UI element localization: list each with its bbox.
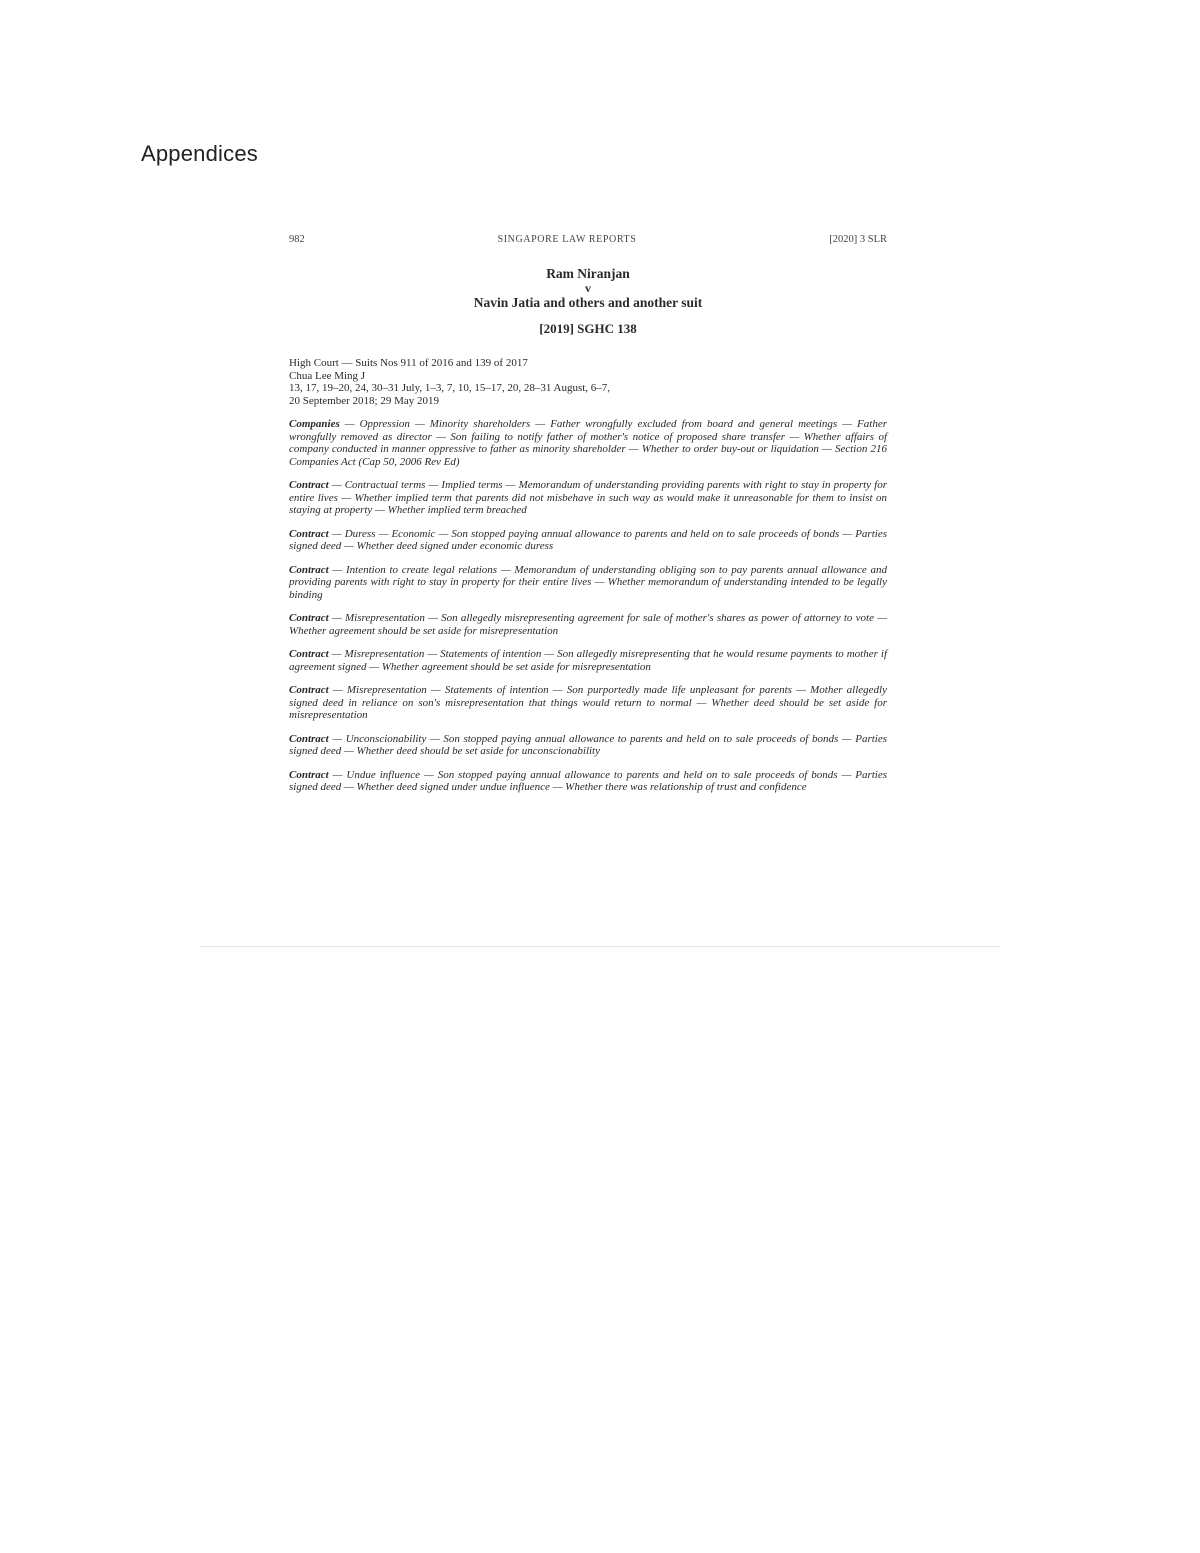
catchword-paragraph — [289, 564, 887, 602]
page-number: 982 — [289, 234, 305, 245]
publication-title: SINGAPORE LAW REPORTS — [497, 234, 637, 245]
catchword-paragraph — [289, 733, 887, 758]
catchword-keyword: Contract — [289, 479, 329, 491]
neutral-citation: [2019] SGHC 138 — [539, 321, 637, 336]
running-head — [289, 232, 887, 248]
catchword-text: — Contractual terms — Implied terms — Memorandum of understanding providing parents with right to stay in property for entire lives — Whether implied term that parents did not misbehave in such way as would make it unreasonable for them to insist on staying at property — Whether implied term breached — [289, 479, 887, 516]
catchword-keyword: Contract — [289, 648, 329, 660]
catchword-paragraph — [289, 479, 887, 517]
catchword-keyword: Contract — [289, 612, 329, 624]
catchword-keyword: Contract — [289, 684, 329, 696]
judge-line: Chua Lee Ming J — [289, 369, 366, 382]
catchword-paragraph — [289, 612, 887, 637]
catchword-text: — Intention to create legal relations — Memorandum of understanding obliging son to pay parents annual allowance and providing parents with right to stay in property for their entire lives — Whether memorandum of understanding intended to be legally binding — [289, 563, 887, 601]
scanned-law-report-page — [289, 232, 887, 904]
volume-citation: [2020] 3 SLR — [829, 234, 887, 245]
catchword-keyword: Contract — [289, 527, 329, 540]
catchword-keyword: Contract — [289, 732, 329, 745]
court-line: High Court — Suits Nos 911 of 2016 and 139 of 2017 — [289, 357, 528, 369]
page-heading: Appendices — [141, 141, 258, 166]
catchword-text: — Misrepresentation — Statements of intention — Son allegedly misrepresenting that he would resume payments to mother if agreement signed — Whether agreement should be set aside for misrepresentation — [289, 648, 887, 673]
horizontal-divider — [200, 946, 1000, 947]
catchword-keyword: Contract — [289, 768, 329, 781]
catchword-text: — Unconscionability — Son stopped paying annual allowance to parents and held on to sale proceeds of bonds — Parties signed deed — Whether deed should be set aside for unconscionability — [289, 732, 887, 757]
catchword-paragraph — [289, 769, 887, 794]
hearing-dates-line-2: 20 September 2018; 29 May 2019 — [289, 394, 440, 407]
party-1: Ram Niranjan — [546, 266, 630, 281]
catchword-keyword: Contract — [289, 563, 329, 576]
case-metadata — [289, 357, 887, 407]
catchword-text: — Misrepresentation — Son allegedly misrepresenting agreement for sale of mother's shares as power of attorney to vote — Whether agreement should be set aside for misrepresentation — [289, 612, 887, 637]
catchword-text: — Duress — Economic — Son stopped paying annual allowance to parents and held on to sale proceeds of bonds — Parties signed deed — Whether deed signed under economic duress — [289, 527, 887, 552]
catchword-paragraph — [289, 528, 887, 553]
catchword-text: — Oppression — Minority shareholders — Father wrongfully excluded from board and general meetings — Father wrongfully removed as director — Son failing to notify father of mother's notice of proposed share transfer — Whether affairs of company conducted in manner oppressive to father as minority shareholder — Whether to order buy-out or liquidation — Section 216 Companies Act (Cap 50, 2006 Rev Ed) — [289, 418, 887, 468]
catchword-paragraph — [289, 418, 887, 468]
catchword-text: — Misrepresentation — Statements of intention — Son purportedly made life unpleasant for parents — Mother allegedly signed deed in reliance on son's misrepresentation that things would return to normal — Whether deed should be set aside for misrepresentation — [289, 684, 887, 721]
party-2: Navin Jatia and others and another suit — [473, 295, 703, 310]
catchword-keyword: Companies — [289, 418, 340, 430]
hearing-dates-line-1: 13, 17, 19–20, 24, 30–31 July, 1–3, 7, 10, 15–17, 20, 28–31 August, 6–7, — [289, 382, 611, 394]
catchword-text: — Undue influence — Son stopped paying annual allowance to parents and held on to sale proceeds of bonds — Parties signed deed — Whether deed signed under undue influence — Whether there was relationship of trust and confidence — [289, 768, 887, 793]
catchword-paragraph — [289, 684, 887, 722]
catchword-paragraph — [289, 648, 887, 673]
versus: v — [585, 281, 591, 295]
